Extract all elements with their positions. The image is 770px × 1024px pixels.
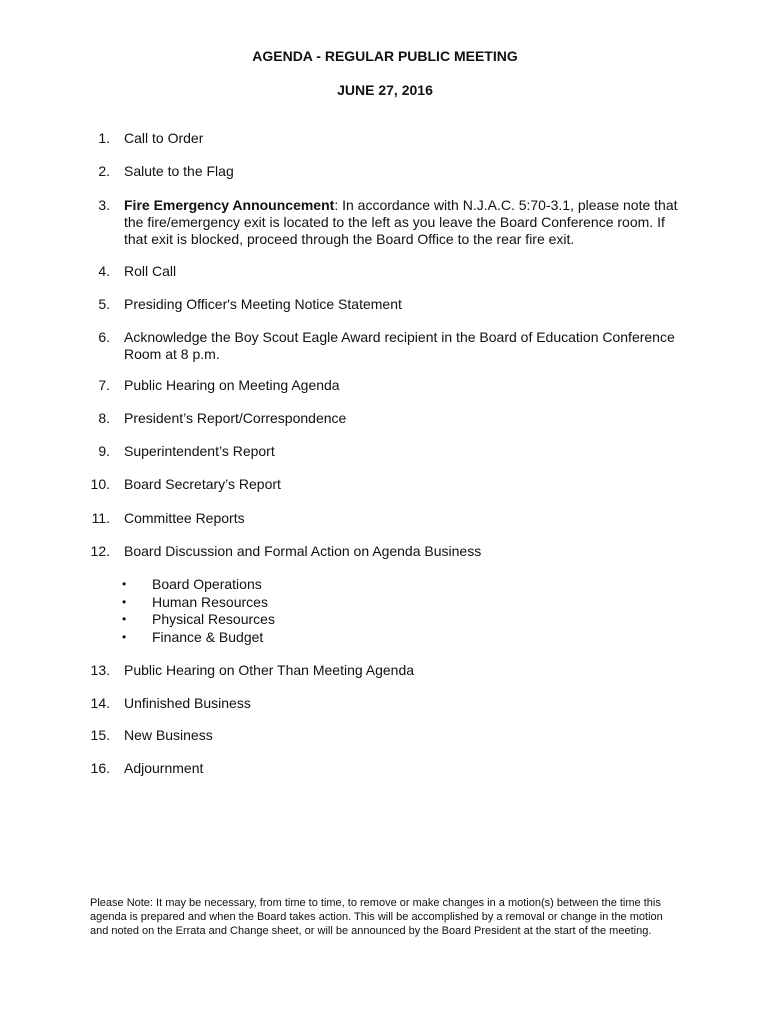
meeting-date: JUNE 27, 2016 [337, 82, 433, 98]
item-text: Superintendent’s Report [124, 443, 275, 459]
item-number: 6. [98, 329, 110, 345]
list-item [0, 576, 770, 594]
item-text: Board Discussion and Formal Action on Agenda Business [124, 543, 482, 559]
item-text: Call to Order [124, 130, 204, 146]
item-number: 12. [90, 543, 110, 559]
item-number: 5. [98, 296, 110, 312]
item-text: Adjournment [124, 760, 204, 776]
item-text: Board Secretary’s Report [124, 476, 281, 492]
item-number: 7. [98, 377, 110, 393]
item-number: 4. [98, 263, 110, 279]
item-text: Roll Call [124, 263, 177, 279]
item-text: Presiding Officer's Meeting Notice Statement [124, 296, 402, 312]
item-number: 10. [90, 476, 110, 492]
list-item [0, 611, 770, 629]
item-number: 9. [98, 443, 110, 459]
item-number: 15. [90, 727, 110, 743]
item-number: 16. [90, 760, 110, 776]
bullet-icon: • [122, 612, 127, 626]
list-item [0, 629, 770, 647]
bullet-icon: • [122, 629, 127, 644]
footer-note: Please Note: It may be necessary, from time to time, to remove or make changes in a motion(s) between the time this agenda is prepared and when the Board takes action. This will be accomplished by a removal or change in the motion and noted on the Errata and Change sheet, or will be announced by the Board President at the start of the meeting. [90, 897, 663, 937]
item-number: 2. [98, 163, 110, 179]
sub-item-list [0, 576, 770, 646]
item-text: New Business [124, 727, 213, 743]
item-text: Public Hearing on Meeting Agenda [124, 377, 340, 393]
item-number: 13. [90, 662, 110, 678]
item-number: 1. [98, 130, 110, 146]
bullet-icon: • [122, 577, 127, 591]
item-text-block [124, 197, 680, 248]
item-text: Salute to the Flag [124, 163, 234, 179]
item-number: 11. [91, 510, 110, 526]
item-number: 14. [90, 695, 110, 711]
list-item [0, 594, 770, 612]
document-title: AGENDA - REGULAR PUBLIC MEETING [252, 48, 518, 64]
item-text: Acknowledge the Boy Scout Eagle Award recipient in the Board of Education Conference Room at 8 p.m. [124, 329, 675, 362]
sub-item-text: Finance & Budget [152, 628, 264, 645]
item-text: Public Hearing on Other Than Meeting Agenda [124, 662, 415, 678]
item-text: Unfinished Business [124, 695, 251, 711]
sub-item-text: Human Resources [152, 593, 268, 610]
item-text: : In accordance with N.J.A.C. 5:70-3.1, please note that the fire/emergency exit is located to the left as you leave the Board Conference room. If that exit is blocked, proceed through the Board Office to the rear fire exit. [124, 197, 678, 247]
sub-item-text: Board Operations [152, 576, 262, 592]
item-text: Committee Reports [124, 510, 245, 526]
item-lead-text: Fire Emergency Announcement [124, 197, 335, 213]
item-text: President’s Report/Correspondence [124, 410, 347, 426]
item-number: 8. [98, 410, 110, 426]
sub-item-text: Physical Resources [152, 611, 275, 627]
item-number: 3. [98, 197, 110, 213]
bullet-icon: • [122, 594, 127, 609]
